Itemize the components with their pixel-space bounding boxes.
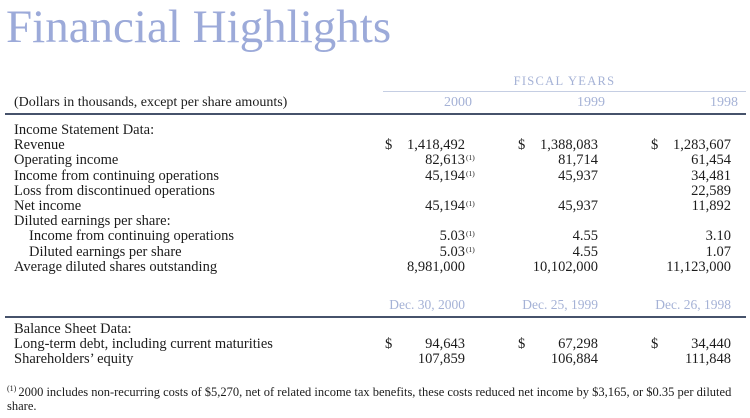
dollar-sign: $ <box>518 336 526 353</box>
dollar-sign: $ <box>651 137 659 154</box>
financial-table <box>5 74 746 414</box>
value: 61,454 <box>691 152 731 169</box>
row-label: Operating income <box>14 152 119 169</box>
units-caption: (Dollars in thousands, except per share amounts) <box>14 95 288 110</box>
date-header-1999: Dec. 25, 1999 <box>522 297 598 313</box>
subsection-heading: Diluted earnings per share: <box>14 213 171 230</box>
cell-1998 <box>598 153 731 168</box>
value: 81,714 <box>558 152 598 169</box>
cell-1999 <box>465 138 598 153</box>
footnote-marker: (1) <box>466 153 475 163</box>
date-header-2000: Dec. 30, 2000 <box>389 297 465 313</box>
value: 82,613 <box>425 152 465 169</box>
value: 1,283,607 <box>673 137 731 154</box>
cell-2000 <box>332 337 465 352</box>
value: 8,981,000 <box>407 258 465 275</box>
row-label: Income from continuing operations <box>14 167 219 184</box>
balance-sheet-section <box>5 322 746 368</box>
cell-2000 <box>332 138 465 153</box>
footnote-marker: (1) <box>466 229 475 239</box>
table-row-average-diluted-shares <box>5 260 746 275</box>
cell-1998 <box>598 245 731 260</box>
footnote-text: 2000 includes non-recurring costs of $5,270, net of related income tax benefits, these costs reduced net income by $3,165, or $0.35 per diluted share. <box>7 384 732 414</box>
cell-1999 <box>465 199 598 214</box>
income-statement-section <box>5 123 746 275</box>
table-row-diluted-eps <box>5 245 746 260</box>
fiscal-years-group-header: FISCAL YEARS <box>383 74 746 92</box>
value: 34,440 <box>691 336 731 353</box>
row-label: Income from continuing operations <box>29 228 234 245</box>
cell-1998 <box>598 184 731 199</box>
year-header-2000: 2000 <box>444 95 472 110</box>
value: 11,892 <box>691 198 731 215</box>
cell-1999 <box>465 337 598 352</box>
value: 45,937 <box>558 167 598 184</box>
subsection-heading-row <box>5 214 746 229</box>
table-row-shareholders-equity <box>5 352 746 367</box>
value: 106,884 <box>550 351 598 368</box>
value: 107,859 <box>417 351 465 368</box>
row-label: Average diluted shares outstanding <box>14 258 218 275</box>
cell-2000 <box>332 198 475 215</box>
row-label: Diluted earnings per share <box>29 243 182 260</box>
cell-1999 <box>465 352 598 367</box>
cell-1999 <box>465 184 598 199</box>
table-row-loss-discontinued-ops <box>5 184 746 199</box>
dollar-sign: $ <box>385 336 393 353</box>
value: 1.07 <box>705 243 731 260</box>
value: 1,388,083 <box>540 137 598 154</box>
page-title: Financial Highlights <box>6 1 392 53</box>
value: 10,102,000 <box>532 258 598 275</box>
section-heading-row <box>5 322 746 337</box>
footnote-marker: (1) <box>466 244 475 254</box>
cell-2000 <box>332 352 465 367</box>
cell-1998 <box>598 199 731 214</box>
date-header-1998: Dec. 26, 1998 <box>655 297 731 313</box>
cell-1999 <box>465 169 598 184</box>
value: 111,848 <box>684 351 731 368</box>
cell-1999 <box>465 229 598 244</box>
cell-2000 <box>332 243 475 260</box>
dollar-sign: $ <box>651 336 659 353</box>
value: 3.10 <box>705 228 731 245</box>
cell-1998 <box>598 229 731 244</box>
dollar-sign: $ <box>518 137 526 154</box>
value: 1,418,492 <box>407 137 465 154</box>
cell-2000 <box>332 228 475 245</box>
value: 22,589 <box>691 182 731 199</box>
column-header-row <box>5 95 746 115</box>
section-heading-row <box>5 123 746 138</box>
cell-2000 <box>332 167 475 184</box>
cell-1999 <box>465 260 598 275</box>
row-label: Net income <box>14 198 82 215</box>
value: 94,643 <box>425 336 465 353</box>
footnote <box>7 382 750 414</box>
cell-1998 <box>598 138 731 153</box>
cell-1998 <box>598 352 731 367</box>
footnote-marker: (1) <box>466 168 475 178</box>
year-header-1998: 1998 <box>710 95 738 110</box>
cell-1998 <box>598 169 731 184</box>
table-row-eps-continuing-ops <box>5 229 746 244</box>
value: 4.55 <box>572 228 598 245</box>
cell-1998 <box>598 260 731 275</box>
value: 5.03 <box>439 243 465 260</box>
cell-2000 <box>332 260 465 275</box>
row-label: Revenue <box>14 137 65 154</box>
value: 11,123,000 <box>666 258 731 275</box>
cell-2000 <box>332 184 465 199</box>
section-heading: Balance Sheet Data: <box>14 321 132 338</box>
cell-1998 <box>598 337 731 352</box>
balance-sheet-date-header-row <box>5 297 746 318</box>
cell-2000 <box>332 152 475 169</box>
table-row-revenue <box>5 138 746 153</box>
value: 45,194 <box>425 167 465 184</box>
table-row-income-continuing-ops <box>5 169 746 184</box>
cell-1999 <box>465 153 598 168</box>
footnote-marker: (1) <box>7 383 17 393</box>
row-label: Shareholders’ equity <box>14 351 134 368</box>
cell-1999 <box>465 245 598 260</box>
value: 4.55 <box>572 243 598 260</box>
row-label: Loss from discontinued operations <box>14 182 215 199</box>
value: 45,194 <box>425 198 465 215</box>
value: 34,481 <box>691 167 731 184</box>
year-header-1999: 1999 <box>577 95 605 110</box>
value: 67,298 <box>558 336 598 353</box>
table-row-long-term-debt <box>5 337 746 352</box>
footnote-marker: (1) <box>466 199 475 209</box>
row-label: Long-term debt, including current maturities <box>14 336 273 353</box>
value: 5.03 <box>439 228 465 245</box>
table-row-net-income <box>5 199 746 214</box>
value: 45,937 <box>558 198 598 215</box>
section-heading: Income Statement Data: <box>14 122 155 138</box>
table-row-operating-income <box>5 153 746 168</box>
dollar-sign: $ <box>385 137 393 154</box>
